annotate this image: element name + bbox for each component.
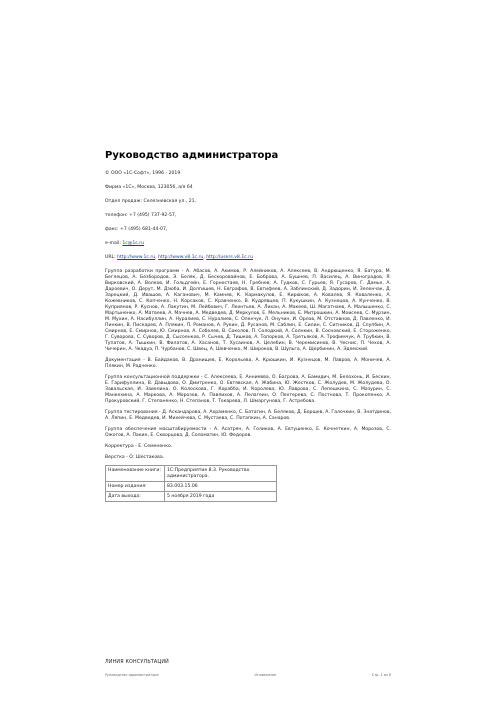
consult-team-text: Группа консультационной поддержки - С. Алексеева, Е. Анниевва, О. Багрова, А. Бамидич, М. Белохонь, И. Бескин, Е. Гарифуллина, В. Давыдова, О. Дмитренко, О. Евтявская, А. Жабина, Ю. Жестков, С. Жолудев, М. Жолудева, О. Завальская, И. Завелина, О. Колоскова, Г. Корабба, И. Королева, Ю. Лаврова, С. Лепешкина, С. Мазурин, С. Манкехина, А. Маркова, А. Морозов, А. Павлихов, А. Пелагеин, О. Пехтерева, С. Постнова, Т. Прокопенко, А. Прокуровский, Г. Степаненко, Н. Степанов, Т. Токарева, Л. Шмаргунова, Г. Астребова.: [105, 375, 391, 404]
document-title: Руководство администратора: [105, 150, 279, 161]
scale-team-text: Группа обеспечения масштабируемости - А. Асатрян, А. Голиков, А. Евтушенко, Е. Кочнеткин, А. Морозов, С. Ожогов, А. Пакин, Е. Скворцова, Д. Соломатин, Ю. Федоров.: [105, 427, 391, 438]
url-link-users[interactable]: http://users.v8.1c.ru: [206, 255, 254, 260]
email-link[interactable]: 1c@1c.ru: [122, 241, 145, 246]
test-team-text: Группа тестирования - Д. Аскандарова, А. Ахраменко, С. Батагин, А. Беляков, Д. Борщев, А. Галочкин, В. Знатдинов, А. Ляпин, Е. Медведев, И. Михейчева, С. Мустаева, С. Потапкин, А. Санаров.: [105, 410, 391, 421]
url-link-1c[interactable]: http://www.1c.ru: [117, 255, 156, 260]
table-value: 83.003.15.06: [165, 482, 277, 492]
phone-text: телефон: +7 (495) 737-92-57,: [105, 213, 177, 218]
proofreader-text: Корректура - Е. Семененко.: [105, 444, 173, 449]
email-line: [105, 241, 391, 247]
table-value: 1С:Предприятие 8.3. Руководство администратора.: [165, 466, 277, 482]
company-address: Фирма «1С», Москва, 123056, а/я 64: [105, 185, 193, 190]
table-key: Дата выхода:: [106, 492, 165, 502]
table-value: 5 ноября 2019 года: [165, 492, 277, 502]
layout-text: Верстка - О. Шестакова.: [105, 455, 165, 460]
edition-info-table: [105, 465, 277, 502]
table-key: Наименование книги:: [106, 466, 165, 482]
footer-toc-link[interactable]: Оглавление: [254, 673, 276, 677]
table-row: [106, 482, 277, 492]
url-separator: ,: [155, 255, 159, 260]
consult-line-heading: ЛИНИЯ КОНСУЛЬТАЦИЙ: [105, 660, 169, 665]
url-label: URL:: [105, 255, 118, 260]
table-key: Номер издания:: [106, 482, 165, 492]
table-row: [106, 492, 277, 502]
fax-text: факс: +7 (495) 681-44-07,: [105, 227, 168, 232]
footer-doc-name: Руководство администратора: [105, 673, 159, 677]
page-footer: [105, 673, 391, 677]
url-link-v8[interactable]: http://www.v8.1c.ru: [158, 255, 204, 260]
url-line: [105, 255, 391, 261]
docs-team-text: Документация - В. Байдаков, В. Дранищев, Е. Корольева, А. Крюшкин, И. Кузнецов, М. Лавров, А. Моничев, А. Плякин, М. Радченко.: [105, 358, 391, 369]
footer-page-number: Стр. 1 из 6: [371, 673, 391, 677]
copyright-text: © ООО «1С-Софт», 1996 - 2019: [105, 171, 181, 176]
table-row: [106, 466, 277, 482]
sales-department: Отдел продаж: Селезневская ул., 21,: [105, 199, 197, 204]
document-content: [105, 150, 391, 502]
dev-team-text: Группа разработки программ - А. Абасов, А. Акимов, Р. Алейников, А. Алексеев, В. Андрющенко, Я. Батура, М. Беглецов, А. Безбородов, Э. Беляк, Д. Бескоровайнов, Е. Боброва, А. Бушнев, П. Василец, А. Виноградов, Я. Вирковский, А. Волков, И. Гольдгейн, Е. Горностаев, Н. Гребнев, А. Гудков, С. Гурьев, Я. Гусаров, Г. Дамье, А. Дароевич, О. Дерут, М. Дзюба, И. Долгишев, Н. Евграфов, В. Евтифеев, А. Заблинский, Д. Задорин, И. Зеленчак, Д. Зарецкий, Д. Ивашов, А. Каганович, М. Камнев, К. Кармакулов, Е. Кирюков, А. Ковалев, Я. Коваленко, А. Кожевников, С. Копченко, Н. Корсаков, С. Кравченко, В. Кудрявцев, П. Кукушкин, А. Кузнецов, А. Кунченко, В. Куприянов, Р. Куснов, А. Лакутин, М. Лейбович, Г. Леонтьев, А. Лихан, А. Макеев, Ш. Магатнаев, А. Малышенко, С. Мартыненко, А. Матвеев, А. Мачнев, А. Медведев, Д. Меркулов, Е. Мельников, Е. Митрошкин, А. Моисеев, С. Мурзин, М. Мухин, А. Насибуллин, А. Нуралиев, С. Нуралиев, С. Оленчук, Л. Онучин, И. Орлов, М. Отставнов, Д. Павленко, И. Пинкин, В. Пискарев, А. Плякин, П. Романов, А. Рукин, Д. Русанов, М. Саблин, Е. Силин, С. Ситников, Д. Слупбин, А. Смирнов, Е. Смирнов, Ю. Смирнов, А. Соболев, В. Соколов, П. Солодкий, А. Солнкин, В. Сосновский, Е. Стороженко, Г. Суворова, С. Суворов, Д. Сысоенков, Р. Сычев, Д. Тишков, А. Топорков, А. Третьяков, А. Трофимчук, А. Трубкин, В. Тупатов, А. Тышкин, В. Филатов, А. Хасанов, Т. Хусаинов, А. Целебин, В. Черемисинов, В. Чеснис, П. Чехов, А. Чичерин, А. Чкадуа, П. Чурбанов, С. Швец, А. Шевченко, М. Широков, В. Шульга, А. Щербинин, А. Эдемский.: [105, 269, 391, 352]
url-separator: ,: [203, 255, 207, 260]
email-label: e-mail:: [105, 241, 123, 246]
